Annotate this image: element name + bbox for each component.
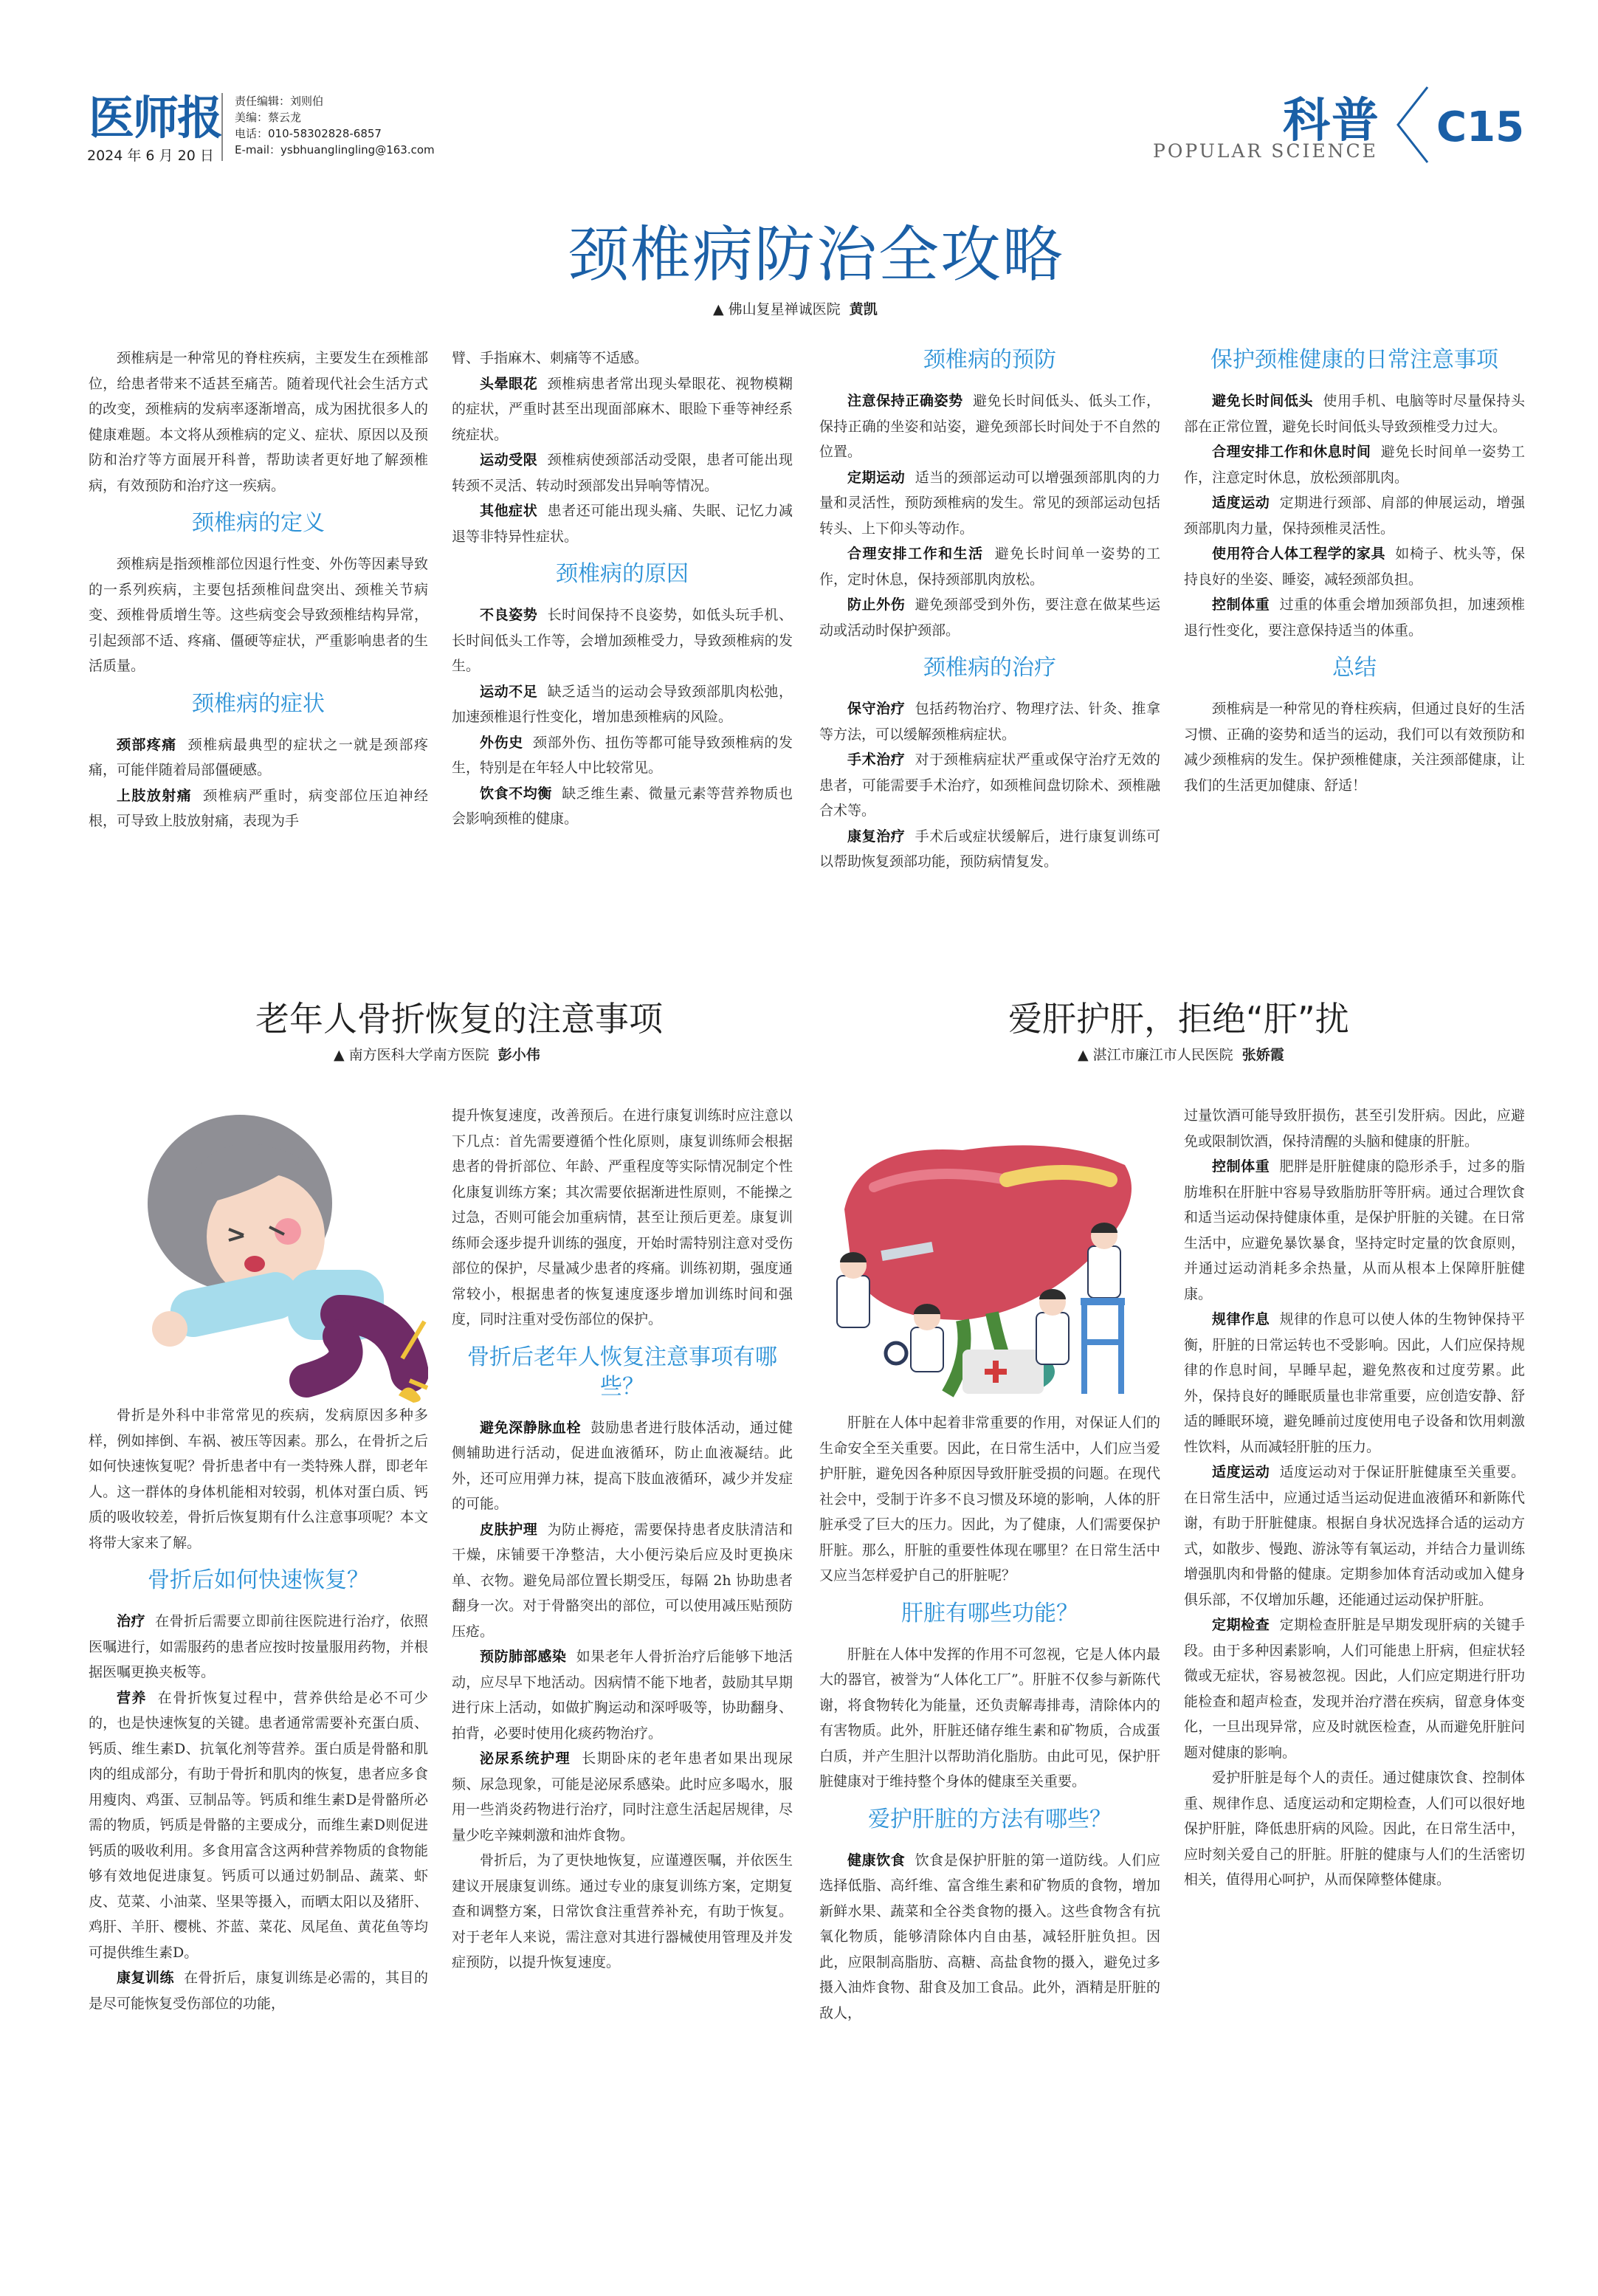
article3-byline — [1078, 1044, 1284, 1064]
article1-column-3 — [819, 346, 1160, 875]
item-text: 颈椎病严重时，病变部位压迫神经根，可导致上肢放射痛，表现为手 — [89, 787, 428, 829]
paragraph — [452, 602, 793, 679]
item-text: 适当的颈部运动可以增强颈部肌肉的力量和灵活性，预防颈椎病的发生。常见的颈部运动包括转头、上下仰头等动作。 — [819, 469, 1160, 537]
item-text: 颈椎病患者常出现头晕眼花、视物模糊的症状，严重时甚至出现面部麻木、眼睑下垂等神经系统症状。 — [452, 375, 793, 443]
item-text: 肥胖是肝脏健康的隐形杀手，过多的脂肪堆积在肝脏中容易导致脂肪肝等肝病。通过合理饮食和适当运动保持健康体重，是保护肝脏的关键。在日常生活中，应避免暴饮暴食，坚持定时定量的饮食原则，并通过运动消耗多余热量，从而从根本上保障肝脏健康。 — [1184, 1158, 1525, 1302]
item-label: 使用符合人体工程学的家具 — [1212, 546, 1386, 562]
article2-column-1 — [89, 1403, 428, 2016]
paragraph — [89, 783, 428, 834]
item-label: 健康饮食 — [847, 1852, 906, 1869]
newspaper-logo: 医师报 — [89, 91, 222, 145]
item-label: 治疗 — [117, 1613, 145, 1629]
paragraph — [452, 1517, 793, 1645]
item-label: 定期运动 — [847, 469, 906, 486]
paragraph — [89, 732, 428, 783]
item-text: 避免长时间低头、低头工作，保持正确的坐姿和站姿，避免颈部长时间处于不自然的位置。 — [819, 393, 1160, 460]
item-label: 饮食不均衡 — [480, 785, 552, 802]
item-label: 合理安排工作和生活 — [847, 546, 984, 562]
article2-title: 老年人骨折恢复的注意事项 — [255, 999, 663, 1039]
item-text: 为防止褥疮，需要保持患者皮肤清洁和干燥，床铺要干净整洁，大小便污染后应及时更换床单、衣物。避免局部位置长期受压，每隔 2h 协助患者翻身一次。对于骨骼突出的部位，可以使用减压贴预防压疮。 — [452, 1521, 793, 1640]
page-number: C15 — [1436, 103, 1525, 151]
section-heading: 总结 — [1332, 655, 1377, 681]
item-text: 饮食是保护肝脏的第一道防线。人们应选择低脂、高纤维、富含维生素和矿物质的食物，增加新鲜水果、蔬菜和全谷类食物的摄入。这些食物含有抗氧化物质，能够清除体内自由基，减轻肝脏负担。因此，应限制高脂肪、高糖、高盐食物的摄入，避免过多摄入油炸食物、甜食及加工食品。此外，酒精是肝脏的敌人， — [819, 1852, 1160, 2021]
item-text: 规律的作息可以使人体的生物钟保持平衡，肝脏的日常运转也不受影响。因此，人们应保持规律的作息时间，早睡早起，避免熬夜和过度劳累。此外，保持良好的睡眠质量也非常重要，应创造安静、舒适的睡眠环境，避免睡前过度使用电子设备和饮用刺激性饮料，从而减轻肝脏的压力。 — [1184, 1311, 1525, 1455]
paragraph — [819, 1848, 1160, 2027]
article1-byline-org: ▲ 佛山复星禅诚医院 — [713, 301, 841, 317]
item-label: 运动受限 — [480, 452, 538, 468]
item-label: 泌尿系统护理 — [480, 1750, 571, 1767]
item-label: 皮肤护理 — [480, 1521, 538, 1538]
item-label: 头晕眼花 — [480, 375, 538, 392]
paragraph: 骨折后，为了更快地恢复，应谨遵医嘱，并依医生建议开展康复训练。通过专业的康复训练方案，定期复查和调整方案，日常饮食注重营养补充，有助于恢复。对于老年人来说，需注意对其进行器械使用管理及并发症预防，以提升恢复速度。 — [452, 1852, 793, 1970]
item-label: 手术治疗 — [847, 752, 906, 768]
masthead-divider — [221, 93, 223, 161]
paragraph: 肝脏在人体中发挥的作用不可忽视，它是人体内最大的器官，被誉为“人体化工厂”。肝脏不仅参与新陈代谢，将食物转化为能量，还负责解毒排毒，清除体内的有害物质。此外，肝脏还储存维生素和矿物质，合成蛋白质，并产生胆汁以帮助消化脂肪。由此可见，保护肝脏健康对于维持整个身体的健康至关重要。 — [819, 1646, 1160, 1790]
item-label: 外伤史 — [480, 734, 523, 751]
paragraph — [819, 592, 1160, 643]
article3-column-2 — [1184, 1103, 1525, 1893]
item-text: 包括药物治疗、物理疗法、针灸、推拿等方法，可以缓解颈椎病症状。 — [819, 701, 1160, 743]
section-heading: 颈椎病的治疗 — [923, 655, 1056, 681]
item-label: 不良姿势 — [480, 607, 538, 623]
article2-byline-org: ▲ 南方医科大学南方医院 — [334, 1047, 489, 1063]
paragraph — [819, 388, 1160, 465]
item-label: 合理安排工作和休息时间 — [1212, 444, 1371, 460]
article3-byline-org: ▲ 湛江市廉江市人民医院 — [1078, 1047, 1233, 1063]
article3-title: 爱肝护肝，拒绝“肝”扰 — [1008, 999, 1349, 1039]
item-text: 对于颈椎病症状严重或保守治疗无效的患者，可能需要手术治疗，如颈椎间盘切除术、颈椎融合术等。 — [819, 752, 1160, 819]
item-label: 适度运动 — [1212, 495, 1270, 511]
paragraph — [1184, 1154, 1525, 1307]
issue-date: 2024 年 6 月 20 日 — [87, 148, 214, 164]
paragraph — [452, 781, 793, 832]
section-heading: 肝脏有哪些功能？ — [901, 1600, 1078, 1626]
item-text: 缺乏适当的运动会导致颈部肌肉松弛，加速颈椎退行性变化，增加患颈椎病的风险。 — [452, 683, 793, 725]
item-text: 患者还可能出现头痛、失眠、记忆力减退等非特异性症状。 — [452, 503, 793, 545]
paragraph: 提升恢复速度，改善预后。在进行康复训练时应注意以下几点：首先需要遵循个性化原则，康复训练师会根据患者的骨折部位、年龄、严重程度等实际情况制定个性化康复训练方案；其次需要依据渐进性原则，不能操之过急，否则可能会加重病情，甚至让预后更差。康复训练师会逐步提升训练的强度，开始时需特别注意对受伤部位的保护，尽量减少患者的疼痛。训练初期，强度通常较小，根据患者的恢复速度逐步增加训练时间和强度，同时注重对受伤部位的保护。 — [452, 1107, 793, 1327]
paragraph — [89, 1965, 428, 2016]
article1-column-1 — [89, 346, 428, 834]
item-text: 使用手机、电脑等时尽量保持头部在正常位置，避免长时间低头导致颈椎受力过大。 — [1184, 393, 1525, 435]
article3-column-1 — [819, 1410, 1160, 2026]
paragraph — [452, 1644, 793, 1746]
item-label: 防止外伤 — [847, 597, 906, 613]
item-text: 如椅子、枕头等，保持良好的坐姿、睡姿，减轻颈部负担。 — [1184, 546, 1525, 588]
item-text: 长期卧床的老年患者如果出现尿频、尿急现象，可能是泌尿系感染。此时应多喝水，服用一些消炎药物进行治疗，同时注意生活起居规律，尽量少吃辛辣刺激和油炸食物。 — [452, 1750, 793, 1843]
paragraph: 肝脏在人体中起着非常重要的作用，对保证人们的生命安全至关重要。因此，在日常生活中，人们应当爱护肝脏，避免因各种原因导致肝脏受损的问题。在现代社会中，受制于许多不良习惯及环境的影响，人体的肝脏承受了巨大的压力。因此，为了健康，人们需要保护肝脏。那么，肝脏的重要性体现在哪里？在日常生活中又应当怎样爱护自己的肝脏呢？ — [819, 1415, 1160, 1584]
section-heading: 骨折后如何快速恢复？ — [148, 1567, 369, 1593]
item-text: 避免颈部受到外伤，要注意在做某些运动或活动时保护颈部。 — [819, 597, 1160, 639]
paragraph — [819, 696, 1160, 747]
chevron-left-icon — [1394, 84, 1430, 165]
paragraph — [1184, 1612, 1525, 1765]
paragraph: 过量饮酒可能导致肝损伤，甚至引发肝病。因此，应避免或限制饮酒，保持清醒的头脑和健康的肝脏。 — [1184, 1107, 1525, 1149]
item-text: 适度运动对于保证肝脏健康至关重要。在日常生活中，应通过适当运动促进血液循环和新陈代谢，有助于肝脏健康。根据自身状况选择合适的运动方式，如散步、慢跑、游泳等有氧运动，并结合力量训练增强肌肉和骨骼的健康。定期参加体育活动或加入健身俱乐部，不仅增加乐趣，还能通过运动保护肝脏。 — [1184, 1464, 1525, 1608]
paragraph — [819, 541, 1160, 592]
article2-author: 彭小伟 — [497, 1047, 540, 1063]
article1-byline — [713, 298, 878, 318]
item-text: 在骨折后，康复训练是必需的，其目的是尽可能恢复受伤部位的功能， — [89, 1970, 428, 2012]
item-text: 定期检查肝脏是早期发现肝病的关键手段。由于多种因素影响，人们可能患上肝病，但症状轻微或无症状，容易被忽视。因此，人们应定期进行肝功能检查和超声检查，发现并治疗潜在疾病，留意身体变化，一旦出现异常，应及时就医检查，从而避免肝脏问题对健康的影响。 — [1184, 1617, 1525, 1761]
item-label: 控制体重 — [1212, 1158, 1270, 1175]
item-label: 规律作息 — [1212, 1311, 1270, 1327]
item-label: 控制体重 — [1212, 597, 1270, 613]
paragraph — [819, 824, 1160, 875]
article1-title: 颈椎病防治全攻略 — [568, 220, 1065, 290]
item-text: 在骨折后需要立即前往医院进行治疗，依照医嘱进行，如需服药的患者应按时按量服用药物，并根据医嘱更换夹板等。 — [89, 1613, 428, 1680]
paragraph — [89, 1685, 428, 1966]
item-label: 注意保持正确姿势 — [847, 393, 963, 409]
item-label: 保守治疗 — [847, 701, 906, 717]
item-text: 颈部外伤、扭伤等都可能导致颈椎病的发生，特别是在年轻人中比较常见。 — [452, 734, 793, 776]
paragraph: 颈椎病是一种常见的脊柱疾病，主要发生在颈椎部位，给患者带来不适甚至痛苦。随着现代社会生活方式的改变，颈椎病的发病率逐渐增高，成为困扰很多人的健康难题。本文将从颈椎病的定义、症状、原因以及预防和治疗等方面展开科普，帮助读者更好地了解颈椎病，有效预防和治疗这一疾病。 — [89, 350, 428, 494]
article1-column-2 — [452, 346, 793, 832]
paragraph: 爱护肝脏是每个人的责任。通过健康饮食、控制体重、规律作息、适度运动和定期检查，人们可以很好地保护肝脏，降低患肝病的风险。因此，在日常生活中，应时刻关爱自己的肝脏。肝脏的健康与人们的生活密切相关，值得用心呵护，从而保障整体健康。 — [1184, 1770, 1525, 1888]
paragraph — [89, 1609, 428, 1685]
article2-byline — [334, 1044, 540, 1064]
item-text: 缺乏维生素、微量元素等营养物质也会影响颈椎的健康。 — [452, 785, 793, 827]
item-text: 避免长时间单一姿势的工作，定时休息，保持颈部肌肉放松。 — [819, 546, 1160, 588]
paragraph — [1184, 1307, 1525, 1460]
item-text: 颈椎病使颈部活动受限，患者可能出现转颈不灵活、转动时颈部发出异响等情况。 — [452, 452, 793, 494]
paragraph — [1184, 592, 1525, 643]
elderly-fall-illustration — [118, 1093, 428, 1403]
item-label: 其他症状 — [480, 503, 538, 519]
section-heading: 爱护肝脏的方法有哪些？ — [868, 1806, 1112, 1832]
item-text: 长时间保持不良姿势，如低头玩手机、长时间低头工作等，会增加颈椎受力，导致颈椎病的发生。 — [452, 607, 793, 674]
paragraph — [1184, 388, 1525, 439]
item-text: 颈椎病最典型的症状之一就是颈部疼痛，可能伴随着局部僵硬感。 — [89, 736, 428, 778]
item-text: 定期进行颈部、肩部的伸展运动，增强颈部肌肉力量，保持颈椎灵活性。 — [1184, 495, 1525, 537]
paragraph — [1184, 541, 1525, 592]
paragraph: 臂、手指麻木、刺痛等不适感。 — [452, 350, 649, 366]
paragraph: 骨折是外科中非常常见的疾病，发病原因多种多样，例如摔倒、车祸、被压等因素。那么，在骨折之后如何快速恢复呢？骨折患者中有一类特殊人群，即老年人。这一群体的身体机能相对较弱，机体对蛋白质、钙质的吸收较差，骨折后恢复期有什么注意事项呢？本文将带大家来了解。 — [89, 1407, 428, 1551]
section-heading: 颈椎病的定义 — [192, 510, 325, 536]
section-name: 科普 — [1283, 94, 1380, 148]
item-label: 康复治疗 — [847, 828, 906, 845]
item-label: 营养 — [117, 1689, 147, 1706]
item-label: 运动不足 — [480, 683, 538, 700]
paragraph — [452, 371, 793, 448]
email-line: E-mail：ysbhuanglingling@163.com — [235, 143, 435, 157]
item-label: 避免长时间低头 — [1212, 393, 1314, 409]
item-text: 过重的体重会增加颈部负担，加速颈椎退行性变化，要注意保持适当的体重。 — [1184, 597, 1525, 639]
paragraph — [1184, 439, 1525, 490]
section-name-en: POPULAR SCIENCE — [1153, 140, 1378, 162]
item-label: 定期检查 — [1212, 1617, 1270, 1633]
item-label: 预防肺部感染 — [480, 1649, 567, 1665]
section-heading: 骨折后老年人恢复注意事项有哪些？ — [467, 1344, 777, 1400]
section-heading: 颈椎病的症状 — [192, 690, 325, 717]
paragraph — [819, 747, 1160, 824]
liver-doctors-illustration — [815, 1099, 1162, 1409]
item-label: 康复训练 — [117, 1970, 174, 1986]
item-text: 避免长时间单一姿势工作，注意定时休息，放松颈部肌肉。 — [1184, 444, 1525, 486]
paragraph — [452, 730, 793, 781]
item-text: 手术后或症状缓解后，进行康复训练可以帮助恢复颈部功能，预防病情复发。 — [819, 828, 1160, 870]
item-label: 避免深静脉血栓 — [480, 1419, 582, 1436]
section-heading: 颈椎病的原因 — [556, 561, 689, 587]
paragraph — [452, 679, 793, 730]
item-label: 颈部疼痛 — [117, 736, 177, 753]
editor-line: 责任编辑：刘则伯 — [235, 94, 324, 108]
designer-line: 美编：蔡云龙 — [235, 111, 302, 124]
phone-line: 电话：010-58302828-6857 — [235, 127, 382, 140]
article1-column-4 — [1184, 346, 1525, 798]
item-label: 上肢放射痛 — [117, 787, 193, 804]
paragraph — [452, 1415, 793, 1517]
item-text: 如果老年人骨折治疗后能够下地活动，应尽早下地活动。因病情不能下地者，鼓励其早期进行床上活动，如做扩胸运动和深呼吸等，协助翻身、拍背，必要时使用化痰药物治疗。 — [452, 1649, 793, 1742]
paragraph — [452, 498, 793, 549]
article3-author: 张娇霞 — [1241, 1047, 1284, 1063]
paragraph: 颈椎病是一种常见的脊柱疾病，但通过良好的生活习惯、正确的姿势和适当的运动，我们可以有效预防和减少颈椎病的发生。保护颈椎健康，关注颈部健康，让我们的生活更加健康、舒适！ — [1184, 701, 1525, 794]
section-heading: 颈椎病的预防 — [923, 347, 1056, 373]
paragraph: 颈椎病是指颈椎部位因退行性变、外伤等因素导致的一系列疾病，主要包括颈椎间盘突出、颈椎关节病变、颈椎骨质增生等。这些病变会导致颈椎结构异常，引起颈部不适、疼痛、僵硬等症状，严重影响患者的生活质量。 — [89, 556, 428, 674]
item-label: 适度运动 — [1212, 1464, 1270, 1480]
item-text: 在骨折恢复过程中，营养供给是必不可少的，也是快速恢复的关键。患者通常需要补充蛋白质、钙质、维生素D、抗氧化剂等营养。蛋白质是骨骼和肌肉的组成部分，有助于骨折和肌肉的恢复，患者应多食用瘦肉、鸡蛋、豆制品等。钙质和维生素D是骨骼所必需的物质，钙质是骨骼的主要成分，而维生素D则促进钙质的吸收利用。多食用富含这两种营养物质的食物能够有效地促进康复。钙质可以通过奶制品、蔬菜、虾皮、苋菜、小油菜、坚果等摄入，而晒太阳以及猪肝、鸡肝、羊肝、樱桃、芥蓝、菜花、凤尾鱼、黄花鱼等均可提供维生素D。 — [89, 1689, 428, 1961]
paragraph — [819, 465, 1160, 542]
paragraph — [452, 447, 793, 498]
article2-column-2 — [452, 1103, 793, 1976]
item-text: 鼓励患者进行肢体活动，通过健侧辅助进行活动，促进血液循环，防止血液凝结。此外，还可应用弹力袜，提高下肢血液循环，减少并发症的可能。 — [452, 1419, 793, 1512]
section-heading: 保护颈椎健康的日常注意事项 — [1210, 347, 1498, 373]
paragraph — [452, 1746, 793, 1848]
article1-author: 黄凯 — [849, 301, 878, 317]
paragraph — [1184, 1460, 1525, 1612]
paragraph — [1184, 490, 1525, 541]
